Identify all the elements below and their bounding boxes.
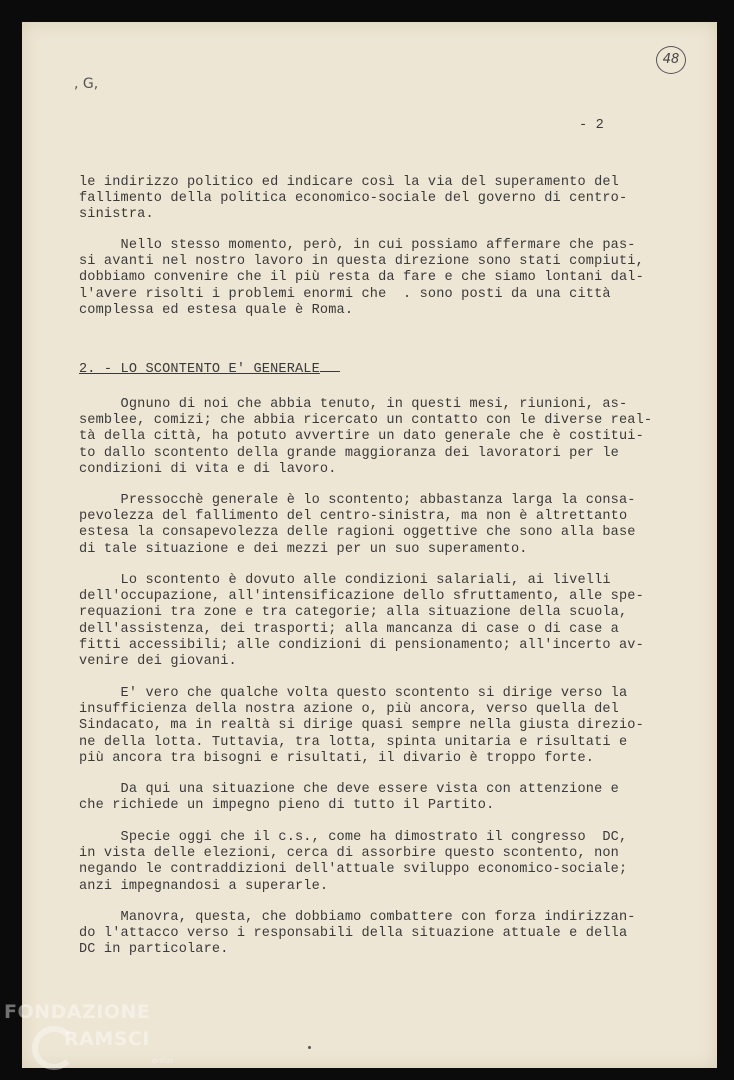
page-marker: - 2 (579, 118, 604, 133)
watermark-line2: RAMSCI (64, 1028, 150, 1050)
archive-page-number: 48 (656, 46, 686, 74)
paragraph-2: Ognuno di noi che abbia tenuto, in questi mesi, riunioni, as- semblee, comizi; che abbia ricercato un contatto con le diverse real- tà della città, ha potuto avvertire un dato generale che è costitui- to dallo scontento della grande maggioranza dei lavoratori per le condizioni di vita e di lavoro. (79, 397, 653, 477)
paragraph-5: E' vero che qualche volta questo scontento si dirige verso la insufficienza della nostra azione o, più ancora, verso quella del Sindacato, ma in realtà si dirige quasi sempre nella giusta direzio- ne della lotta. Tuttavia, tra lotta, spinta unitaria e risultati e più ancora tra bisogni e risultati, il divario è troppo forte. (79, 686, 644, 766)
paragraph-7: Specie oggi che il c.s., come ha dimostrato il congresso DC, in vista delle elezioni, cerca di assorbire questo scontento, non negando le contraddizioni dell'attuale sviluppo economico-sociale; anzi impegnandosi a superarle. (79, 830, 628, 894)
section-heading (79, 359, 340, 378)
paragraph-6: Da qui una situazione che deve essere vista con attenzione e che richiede un impegno pieno di tutto il Partito. (79, 782, 619, 814)
paragraph-8: Manovra, questa, che dobbiamo combattere con forza indirizzan- do l'attacco verso i responsabili della situazione attuale e della DC in particolare. (79, 910, 636, 958)
paragraph-4: Lo scontento è dovuto alle condizioni salariali, ai livelli dell'occupazione, all'intensificazione dello sfruttamento, alle spe- requazioni tra zone e tra categorie; alla situazione della scuola, dell'assistenza, dei trasporti; alla mancanza di case o di case a fitti accessibili; alle condizioni di pensionamento; all'incerto av- venire dei giovani. (79, 573, 644, 670)
fondazione-gramsci-watermark (4, 1000, 194, 1080)
ink-dot (308, 1046, 311, 1049)
paragraph-3: Pressocchè generale è lo scontento; abbastanza larga la consa- pevolezza del fallimento del centro-sinistra, ma non è altrettanto estesa la consapevolezza delle ragioni oggettive che sono alla base di tale situazione e dei mezzi per un suo superamento. (79, 493, 636, 557)
watermark-suffix: onlus (152, 1056, 174, 1065)
intro-paragraph: le indirizzo politico ed indicare così la via del superamento del fallimento della politica economico-sociale del governo di centro- sinistra. (79, 175, 628, 223)
document-page (22, 22, 717, 1068)
section-heading-text: 2. - LO SCONTENTO E' GENERALE (79, 362, 320, 377)
watermark-line1: FONDAZIONE (4, 1001, 151, 1023)
paragraph-1: Nello stesso momento, però, in cui possiamo affermare che pas- si avanti nel nostro lavoro in questa direzione sono stati compiuti, dobbiamo convenire che il più resta da fare e che siamo lontani dal- l'avere risolti i problemi enormi che . sono posti da una città complessa ed estesa quale è Roma. (79, 238, 644, 318)
corner-handwritten-mark: , G, (74, 76, 99, 92)
